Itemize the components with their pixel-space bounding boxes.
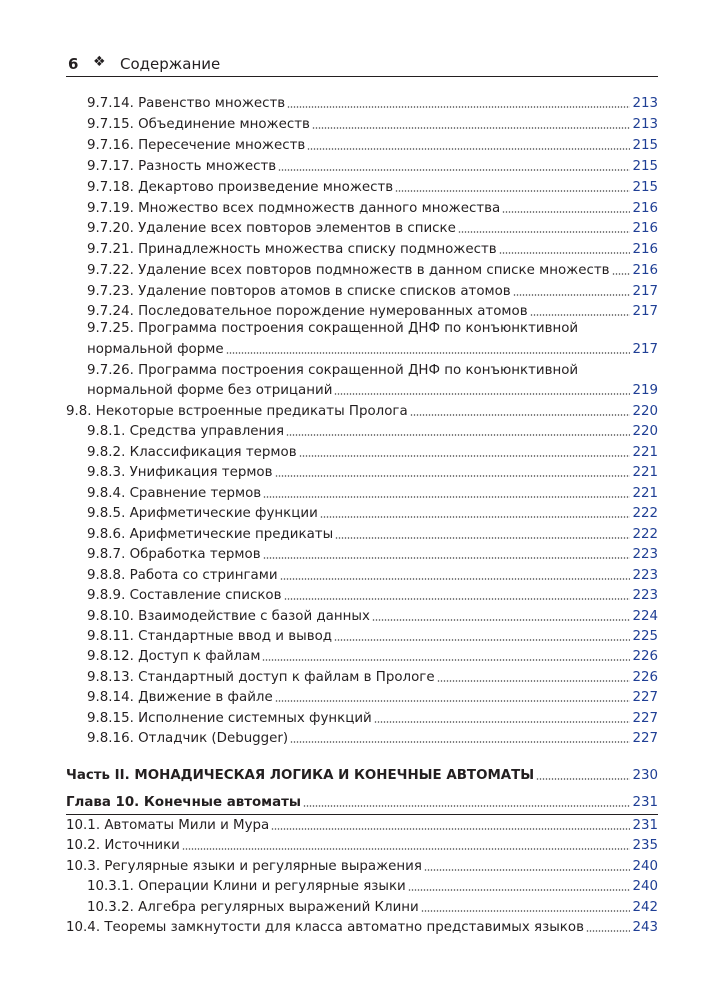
entry-page: 216 — [632, 221, 658, 236]
entry-title: 10.2. Источники — [66, 838, 180, 853]
dot-leader — [284, 597, 631, 601]
entry-title: 9.7.23. Удаление повторов атомов в списке списков атомов — [87, 284, 511, 299]
dot-leader — [372, 618, 631, 622]
toc-entry[interactable] — [87, 647, 658, 667]
toc-entry[interactable] — [87, 545, 658, 565]
entry-title: 10.1. Автоматы Мили и Мура — [66, 818, 270, 833]
dot-leader — [312, 126, 631, 130]
entry-title: 9.8.13. Стандартный доступ к файлам в Прологе — [87, 670, 435, 685]
toc-entry[interactable] — [87, 94, 658, 114]
header-title: Содержание — [120, 55, 221, 73]
dot-leader — [458, 230, 631, 234]
dot-leader — [395, 189, 630, 193]
dot-leader — [278, 168, 630, 172]
dot-leader — [437, 679, 631, 683]
entry-page: 235 — [632, 838, 658, 853]
entry-page: 227 — [632, 731, 658, 746]
toc-entry[interactable] — [87, 484, 658, 504]
chapter-divider — [66, 814, 658, 815]
toc-entry[interactable] — [87, 729, 658, 749]
entry-page: 227 — [632, 690, 658, 705]
entry-title: 9.8.4. Сравнение термов — [87, 486, 262, 501]
toc-entry[interactable] — [87, 115, 658, 135]
entry-page: 227 — [632, 711, 658, 726]
entry-page: 225 — [632, 629, 658, 644]
dot-leader — [410, 413, 631, 417]
dot-leader — [612, 272, 631, 276]
entry-title: 9.8.7. Обработка термов — [87, 547, 261, 562]
toc-entry[interactable] — [87, 504, 658, 524]
entry-page: 221 — [632, 486, 658, 501]
entry-page: 219 — [632, 383, 658, 398]
entry-title: 9.7.14. Равенство множеств — [87, 96, 286, 111]
entry-title: 9.8.15. Исполнение системных функций — [87, 711, 372, 726]
entry-title: 9.7.17. Разность множеств — [87, 159, 277, 174]
entry-title: 9.7.19. Множество всех подмножеств данного множества — [87, 201, 501, 216]
dot-leader — [280, 577, 631, 581]
dot-leader — [374, 720, 631, 724]
dot-leader — [287, 105, 630, 109]
entry-title: 10.4. Теоремы замкнутости для класса автоматно представимых языков — [66, 920, 584, 935]
toc-entry[interactable] — [66, 836, 658, 856]
dot-leader — [262, 658, 630, 662]
toc-entry[interactable] — [87, 340, 658, 360]
entry-title: 9.8.8. Работа со стрингами — [87, 568, 278, 583]
toc-entry[interactable] — [66, 857, 658, 877]
dot-leader — [275, 699, 631, 703]
entry-page: 240 — [632, 879, 658, 894]
entry-title: 9.8.1. Средства управления — [87, 424, 285, 439]
entry-title: 9.8.5. Арифметические функции — [87, 506, 318, 521]
toc-entry[interactable] — [87, 199, 658, 219]
toc-entry[interactable] — [87, 443, 658, 463]
dot-leader — [334, 392, 630, 396]
toc-entry[interactable] — [87, 282, 658, 302]
entry-title-line1: 9.7.25. Программа построения сокращенной ДНФ по конъюнктивной — [87, 321, 579, 336]
toc-entry[interactable] — [66, 918, 658, 938]
entry-page: 215 — [632, 180, 658, 195]
entry-page: 242 — [632, 900, 658, 915]
entry-page: 224 — [632, 609, 658, 624]
dot-leader — [499, 251, 631, 255]
entry-page: 223 — [632, 547, 658, 562]
entry-title: 9.7.16. Пересечение множеств — [87, 138, 306, 153]
dot-leader — [536, 777, 630, 781]
toc-entry[interactable] — [87, 240, 658, 260]
entry-page: 215 — [632, 138, 658, 153]
toc-chapter-entry[interactable] — [66, 793, 658, 813]
dot-leader — [275, 474, 631, 478]
entry-title: 9.8.9. Составление списков — [87, 588, 282, 603]
toc-entry[interactable] — [87, 157, 658, 177]
entry-title: 9.7.24. Последовательное порождение нумерованных атомов — [87, 304, 528, 319]
entry-title: 9.7.22. Удаление всех повторов подмножеств в данном списке множеств — [87, 263, 610, 278]
dot-leader — [290, 740, 630, 744]
entry-title: Глава 10. Конечные автоматы — [66, 795, 302, 810]
entry-page: 222 — [632, 506, 658, 521]
toc-entry[interactable] — [87, 586, 658, 606]
entry-title: 9.7.15. Объединение множеств — [87, 117, 310, 132]
entry-title: 9.8.2. Классификация термов — [87, 445, 297, 460]
header-page-number: 6 — [68, 55, 79, 73]
entry-title: нормальной форме — [87, 342, 224, 357]
entry-title: 10.3.1. Операции Клини и регулярные языки — [87, 879, 406, 894]
entry-title: Часть II. МОНАДИЧЕСКАЯ ЛОГИКА И КОНЕЧНЫЕ АВТОМАТЫ — [66, 768, 535, 783]
entry-title: 9.7.18. Декартово произведение множеств — [87, 180, 394, 195]
toc-entry[interactable] — [87, 709, 658, 729]
toc-entry[interactable] — [66, 816, 658, 836]
toc-entry[interactable] — [87, 525, 658, 545]
entry-page: 217 — [632, 304, 658, 319]
dot-leader — [307, 147, 630, 151]
toc-entry[interactable] — [87, 877, 658, 897]
toc-entry[interactable] — [87, 688, 658, 708]
entry-page: 213 — [632, 96, 658, 111]
toc-entry[interactable] — [66, 402, 658, 422]
entry-title: 9.8.11. Стандартные ввод и вывод — [87, 629, 333, 644]
toc-entry[interactable] — [87, 627, 658, 647]
entry-page: 217 — [632, 284, 658, 299]
entry-title: 9.8.14. Движение в файле — [87, 690, 273, 705]
dot-leader — [286, 433, 630, 437]
entry-page: 231 — [632, 795, 658, 810]
entry-page: 223 — [632, 568, 658, 583]
dot-leader — [424, 868, 631, 872]
entry-title: 9.8.16. Отладчик (Debugger) — [87, 731, 289, 746]
entry-title: 9.7.20. Удаление всех повторов элементов в списке — [87, 221, 456, 236]
entry-title-line1: 9.7.26. Программа построения сокращенной ДНФ по конъюнктивной — [87, 363, 579, 378]
dot-leader — [182, 847, 631, 851]
toc-entry[interactable] — [87, 381, 658, 401]
toc-entry[interactable] — [87, 607, 658, 627]
toc-entry[interactable] — [87, 668, 658, 688]
entry-title: нормальной форме без отрицаний — [87, 383, 333, 398]
entry-page: 213 — [632, 117, 658, 132]
entry-page: 220 — [632, 404, 658, 419]
toc-entry[interactable] — [87, 898, 658, 918]
entry-title: 10.3. Регулярные языки и регулярные выражения — [66, 859, 422, 874]
toc-part-entry[interactable] — [66, 766, 658, 786]
toc-entry[interactable] — [87, 261, 658, 281]
entry-title: 9.8. Некоторые встроенные предикаты Пролога — [66, 404, 408, 419]
entry-page: 223 — [632, 588, 658, 603]
entry-page: 226 — [632, 670, 658, 685]
entry-page: 215 — [632, 159, 658, 174]
dot-leader — [263, 556, 631, 560]
dot-leader — [226, 351, 631, 355]
toc-entry[interactable] — [87, 136, 658, 156]
dot-leader — [502, 210, 630, 214]
entry-page: 240 — [632, 859, 658, 874]
dot-leader — [271, 827, 630, 831]
entry-page: 222 — [632, 527, 658, 542]
dot-leader — [421, 909, 631, 913]
entry-page: 216 — [632, 201, 658, 216]
toc-entry[interactable] — [87, 463, 658, 483]
running-header — [66, 54, 658, 77]
dot-leader — [320, 515, 631, 519]
entry-page: 221 — [632, 465, 658, 480]
dot-leader — [530, 313, 631, 317]
entry-title: 9.7.21. Принадлежность множества списку подмножеств — [87, 242, 497, 257]
entry-title: 9.8.12. Доступ к файлам — [87, 649, 261, 664]
entry-page: 216 — [632, 242, 658, 257]
dot-leader — [335, 536, 630, 540]
entry-title: 9.8.10. Взаимодействие с базой данных — [87, 609, 370, 624]
entry-page: 216 — [632, 263, 658, 278]
entry-page: 243 — [632, 920, 658, 935]
toc-entry[interactable] — [87, 422, 658, 442]
toc-entry[interactable] — [87, 219, 658, 239]
entry-page: 221 — [632, 445, 658, 460]
dot-leader — [263, 495, 630, 499]
dot-leader — [408, 888, 631, 892]
entry-page: 226 — [632, 649, 658, 664]
dot-leader — [586, 929, 630, 933]
toc-entry[interactable] — [87, 566, 658, 586]
entry-title: 9.8.6. Арифметические предикаты — [87, 527, 334, 542]
entry-page: 220 — [632, 424, 658, 439]
entry-title: 9.8.3. Унификация термов — [87, 465, 273, 480]
dot-leader — [299, 454, 631, 458]
dot-leader — [513, 293, 631, 297]
dot-leader — [303, 804, 630, 808]
entry-title: 10.3.2. Алгебра регулярных выражений Клини — [87, 900, 419, 915]
entry-page: 230 — [632, 768, 658, 783]
ornament-icon: ❖ — [93, 54, 106, 70]
dot-leader — [334, 638, 630, 642]
toc-entry[interactable] — [87, 178, 658, 198]
entry-page: 217 — [632, 342, 658, 357]
entry-page: 231 — [632, 818, 658, 833]
